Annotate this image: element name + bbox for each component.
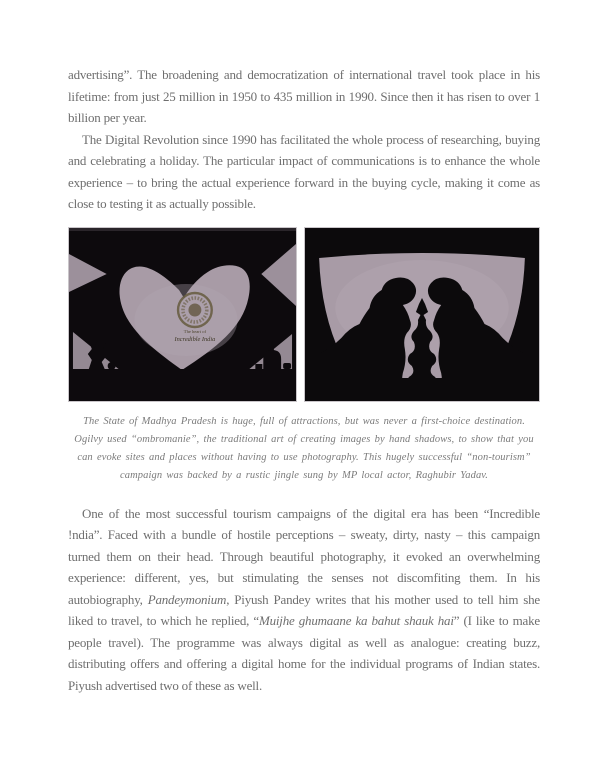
text-run: advertising”. The broadening and democratization of international travel took place in his lifetime: from just 25 million in 1950 to 435 million in 1990. Since then it has risen to over 1 billion per year. [68, 67, 540, 125]
italic-text-run: Muijhe ghumaane ka bahut shauk hai [258, 613, 454, 628]
text-run: ” (I like to make people travel). The programme was always digital as well as analogue: creating buzz, distributing offers and offering a digital home for the individual programs of Indian states. Piyush advertised two of these as well. [68, 613, 540, 693]
body-text-top [68, 64, 540, 215]
text-run: The Digital Revolution since 1990 has facilitated the whole process of researching, buying and celebrating a holiday. The particular impact of communications is to enhance the whole experience – to bring the actual experience forward in the buying cycle, making it come as close to testing it as actually possible. [68, 131, 540, 211]
body-text-bottom [68, 503, 540, 697]
photo-row [68, 227, 540, 402]
figure-caption: The State of Madhya Pradesh is huge, full of attractions, but was never a first-choice destination. Ogilvy used “ombromanie”, the traditional art of creating images by hand shadows, to show that you can evoke sites and places without having to use photography. This hugely successful “non-tourism” campaign was backed by a rustic jingle sung by MP local actor, Raghubir Yadav. [74, 415, 534, 481]
hand-shadow-heart-photo [68, 227, 297, 402]
seal-caption-small: The heart of [183, 328, 206, 334]
italic-text-run: Pandeymonium [147, 591, 227, 607]
paragraph [68, 64, 540, 129]
hand-shadow-heart-art [69, 228, 296, 401]
text-run: , Piyush Pandey writes that his mother used to tell him she liked to travel, to which he replied, “ [68, 591, 541, 628]
figure [68, 227, 540, 485]
paragraph [68, 503, 540, 697]
hand-shadow-figures-art [305, 228, 539, 401]
seal-caption-brand: Incredible India [174, 335, 216, 343]
paragraph [68, 129, 540, 215]
text-run: One of the most successful tourism campaigns of the digital era has been “Incredible !ndia”. Faced with a bundle of hostile perceptions – sweaty, dirty, nasty – this campaign turned them on their head. Through beautiful photography, it evoked an overwhelming experience: different, yes, but stimulating the senses not discomfiting them. In his autobiography, [68, 505, 540, 607]
hand-shadow-figures-photo [304, 227, 540, 402]
